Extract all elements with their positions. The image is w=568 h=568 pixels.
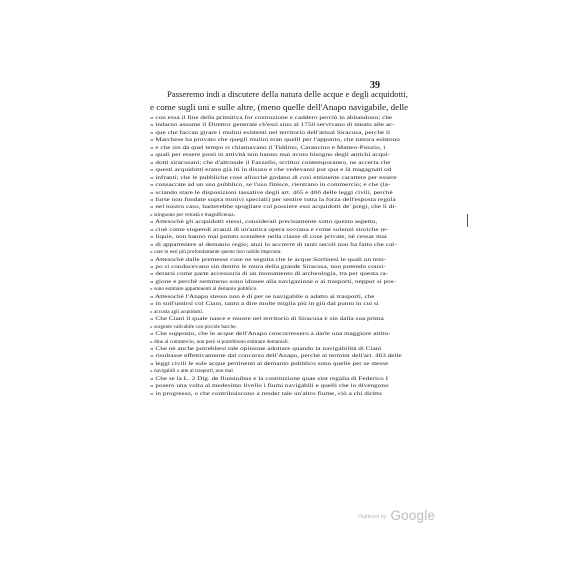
- body-line: » stinguono per vetustà e magnificenza.: [150, 211, 235, 218]
- google-logo: Google: [390, 508, 436, 523]
- header-line: Passeremo indi a discutere della natura delle acque e degli acquidotti,: [167, 89, 408, 99]
- body-line: » dine al commercio, non però si potrebbono estimare demaniali.: [150, 338, 290, 345]
- body-line: » Che Ciani il quale nasce e muore nel territorio di Siracusa è sin dalla sua prima: [150, 316, 384, 323]
- body-line: » infranti; che le pubbliche cose allorchè godano di così eminente carattere per essere: [150, 174, 397, 181]
- body-line: » consacrate ad un uso pubblico, se l'uso finisce, rientrano in commercio; e che (la-: [150, 182, 391, 189]
- body-line: » care in essi più profondamente questo loro nobile impronta.: [150, 249, 282, 256]
- body-line: » di appartenere al demanio regio; anzi lo accrerre di tanti secoli non ha fatto che cal-: [150, 241, 397, 248]
- body-line: » po si conducevano sin dentro le mura della grande Siracusa, non potendo consi-: [150, 264, 386, 270]
- body-line: » que che faccan girare i mulini esistenti nel territorio dell'attual Siracusa, perchè il: [150, 129, 390, 136]
- header-line: e come sugli uni e sulle altre, (meno quelle dell'Anapo navigabile, delle: [150, 102, 409, 112]
- body-line: » leggi civili le sole acque pertinenti al demanio pubblico sono quelle per se stesse: [150, 360, 389, 367]
- body-line: » sciando stare le disposizioni tassative degli art. 465 e 466 delle leggi civili, perchè: [150, 189, 393, 196]
- body-line: » accosta agli acquidotti.: [150, 308, 204, 315]
- body-line: » cioè come stupendi avanzi di un'antica opera sovrana e come solenni storiche re-: [150, 226, 389, 233]
- body-line: » posero una volta al medesimo livello i fiumi navigabili e quelli che lo divengono: [150, 383, 389, 390]
- body-line: » Che se la L. 2 Dig. de fluminibus e la costituzione quae sint regalia di Federico I: [150, 375, 389, 382]
- body-line: » Che nè anche potrebbesi tale opinione adottare quando la navigabilità di Ciani: [150, 345, 382, 352]
- body-line: » e che sin da quel tempo si chiamavano il Tiddino, Carancino e Matteo-Ponzio, i: [150, 144, 386, 151]
- body-line: » Attesochè gli acquidotti stessi, considerati precisamente sotto questo aspetto,: [150, 219, 378, 226]
- body-line: » dotti siracusani; che d'altronde il Fazzello, scrittor contemporaneo, ne accerta che: [150, 159, 391, 166]
- body-line: » Marchese ha provato che quegli mulini eran quelli per l'appunto, che tuttora esistono: [150, 137, 400, 144]
- body-line: » gione e perchè nemmeno sono idonee alla navigazione o ai trasporti, neppur si pos-: [150, 278, 396, 285]
- body-line: » in progresso, o che contribuiscono a render tale un'altro fiume, ciò a chi diritto: [150, 390, 382, 397]
- body-line: » in sull'umirsi col Ciani, tanto a dire molte miglia più in giù dal punto in cui si: [150, 301, 379, 308]
- body-line: » sorgente valicabile con piccole barche.: [150, 323, 237, 330]
- body-line: » risultasse effettivamente dal concorso dell'Anapo, perchè ai termini dell'art. 463 delle: [150, 353, 402, 360]
- body-line: » Attesochè l'Anapo stesso non è di per se navigabile o adatto ai trasporti, che: [150, 293, 375, 300]
- body-line: » indarno assume il Direttor generale ch'essi sino al 1750 servivano di meato alle ac-: [150, 122, 395, 129]
- body-line: » liquie, non hanno mai potuto scendere nella classe di cose private, nè cessar mai: [150, 234, 387, 241]
- body-line: » forse non fondate sopra motivi speciali) per sentire tutta la forza dell'esposta regola: [150, 196, 396, 203]
- google-watermark: [358, 507, 435, 525]
- body-line: » derarsi come parte accessoria di un monumento di archeologia, tra per questa ra-: [150, 271, 389, 278]
- page-number: 39: [370, 80, 380, 91]
- body-line: » quali per essere posti in attività non hanno mai avuto bisogno degli antichi acqui-: [150, 152, 391, 159]
- body-line: » Che supposto, che le acque dell'Anapo concorressero a darle una maggiore attitu-: [150, 331, 391, 338]
- body-line: » Attesochè dalle premesse cose ne seguita che le acque Sortinesi le quali un tem-: [150, 256, 387, 263]
- body-line: » navigabili o atte ai trasporti, non mai: [150, 368, 233, 375]
- body-line: » con essa il fine della primitiva for costruzione e caddero perciò in abbandono; che: [150, 115, 393, 121]
- body-line: » sono estimare appartenenti al demanio pubblico.: [150, 286, 258, 293]
- body-line: » nel nostro caso, basterebbe spogliare col possiere essi acquidotti de' pregi, che li di-: [150, 204, 397, 211]
- body-line: » questi acquidotti erano già iti in disuso e che vedevansi pur qua e là magagnati od: [150, 167, 392, 174]
- watermark-prefix: Digitized by: [358, 514, 387, 520]
- margin-mark: [467, 214, 468, 227]
